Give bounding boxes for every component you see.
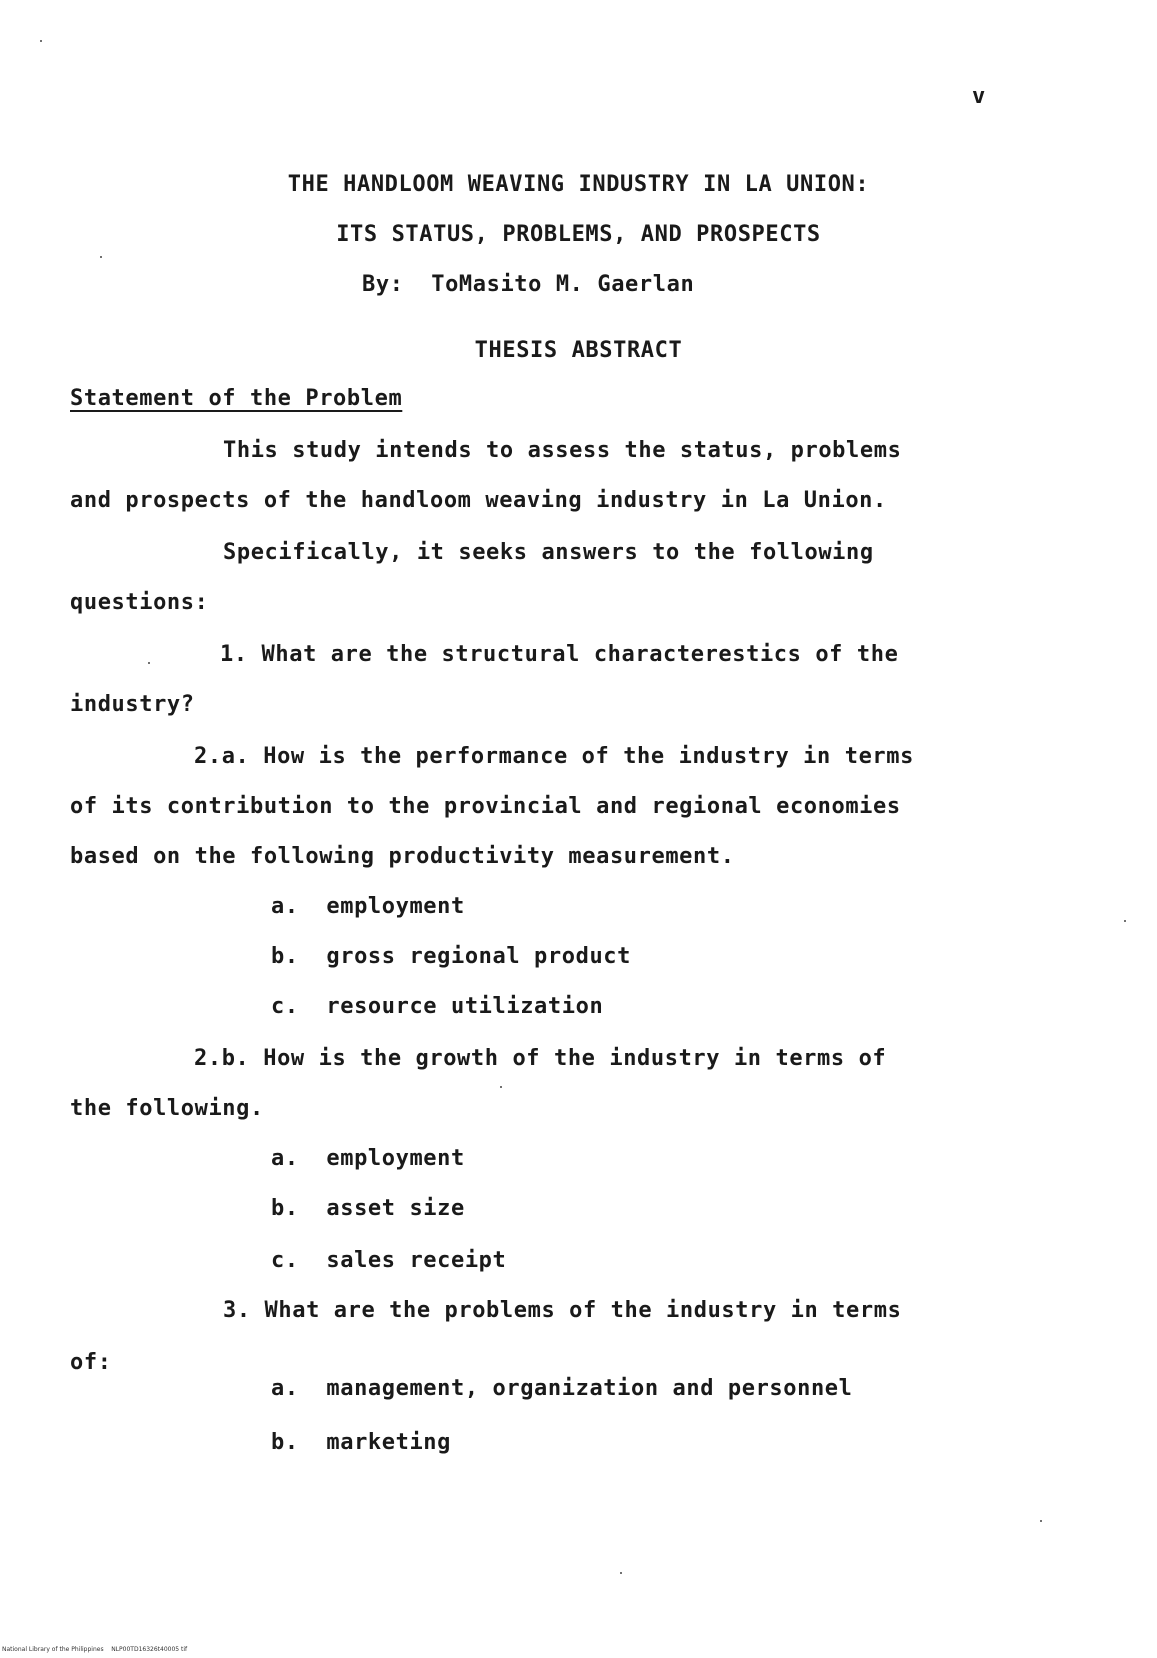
- archive-footer: National Library of the Philippines NLP00TD16326t40005 tif: [2, 1646, 188, 1653]
- title-line-2: ITS STATUS, PROBLEMS, AND PROSPECTS: [336, 222, 821, 247]
- scan-speck: [40, 40, 42, 42]
- question-2a-line-3: based on the following productivity measurement.: [70, 844, 735, 869]
- question-2a-item: a. employment: [271, 894, 465, 919]
- statement-heading: Statement of the Problem: [70, 386, 403, 411]
- question-2b-item: a. employment: [271, 1146, 465, 1171]
- page-number: v: [972, 84, 986, 109]
- scan-speck: [100, 256, 102, 258]
- question-3-line-1: 3. What are the problems of the industry in terms: [223, 1298, 902, 1323]
- question-2a-item: c. resource utilization: [271, 994, 604, 1019]
- question-2b-item: c. sales receipt: [271, 1248, 507, 1273]
- question-1-line-1: 1. What are the structural characterestics of the: [220, 642, 899, 667]
- question-2b-item: b. asset size: [271, 1196, 465, 1221]
- intro-line-1: This study intends to assess the status, problems: [223, 438, 902, 463]
- author-byline: By: ToMasito M. Gaerlan: [362, 272, 695, 297]
- specific-line-1: Specifically, it seeks answers to the following: [223, 540, 874, 565]
- scan-speck: [148, 662, 150, 664]
- question-3-line-2: of:: [70, 1350, 112, 1375]
- question-3-item: b. marketing: [271, 1430, 451, 1455]
- question-3-item: a. management, organization and personnel: [271, 1376, 853, 1401]
- question-2a-line-1: 2.a. How is the performance of the industry in terms: [194, 744, 914, 769]
- specific-line-2: questions:: [70, 590, 209, 615]
- question-1-line-2: industry?: [70, 692, 195, 717]
- intro-line-2: and prospects of the handloom weaving industry in La Union.: [70, 488, 887, 513]
- title-line-1: THE HANDLOOM WEAVING INDUSTRY IN LA UNION:: [287, 172, 870, 197]
- question-2b-line-2: the following.: [70, 1096, 264, 1121]
- scan-speck: [1124, 920, 1126, 922]
- question-2a-item: b. gross regional product: [271, 944, 631, 969]
- scan-speck: [1040, 1520, 1042, 1522]
- question-2a-line-2: of its contribution to the provincial and regional economies: [70, 794, 901, 819]
- scan-speck: [500, 1086, 502, 1088]
- scan-speck: [620, 1572, 622, 1574]
- section-heading: THESIS ABSTRACT: [474, 338, 683, 363]
- question-2b-line-1: 2.b. How is the growth of the industry in terms of: [194, 1046, 887, 1071]
